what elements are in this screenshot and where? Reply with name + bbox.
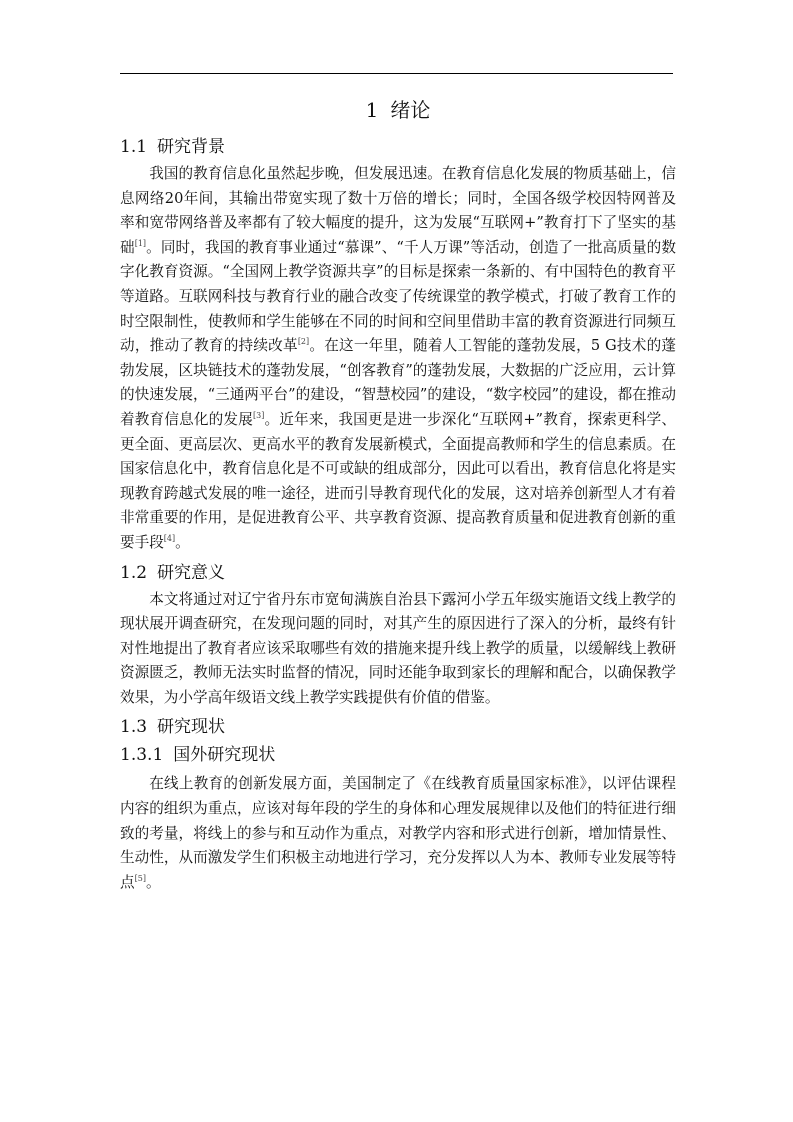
paragraph-significance: 本文将通过对辽宁省丹东市宽甸满族自治县下露河小学五年级实施语文线上教学的现状展开调查研究，在发现问题的同时，对其产生的原因进行了深入的分析，最终有针对性地提出了教育者应该采取哪些有效的措施来提升线上教学的质量，以缓解线上教研资源匮乏，教师无法实时监督的情况，同时还能争取到家长的理解和配合，以确保教学效果，为小学高年级语文线上教学实践提供有价值的借鉴。 bbox=[120, 590, 676, 706]
text-segment: 。同时，我国的教育事业通过“慕课”、“千人万课”等活动，创造了一批高质量的数字化教育资源。“全国网上教学资源共享”的目标是探索一条新的、有中国特色的教育平等道路。互联网科技与教育行业的融合改变了传统课堂的教学模式，打破了教育工作的时空限制性，使教师和学生能够在不同的时间和空间里借助丰富的教育资源进行同频互动，推动了教育的持续改革 bbox=[120, 238, 676, 355]
citation-ref: [3] bbox=[252, 410, 265, 420]
section-heading-significance bbox=[120, 560, 676, 586]
paragraph-background bbox=[120, 162, 676, 556]
section-title: 研究现状 bbox=[157, 717, 226, 738]
text-segment: 我国的教育信息化虽然起步晚，但发展迅速。在教育信息化发展的物质基础上，信息网络20年间，其输出带宽实现了数十万倍的增长；同时，全国各级学校因特网普及率和宽带网络普及率都有了较大幅度的提升，这为发展“互联网+”教育打下了坚实的基础 bbox=[120, 165, 676, 256]
header-rule bbox=[120, 73, 673, 74]
text-segment: 。 bbox=[145, 873, 161, 891]
citation-ref: [5] bbox=[134, 873, 146, 883]
citation-ref: [2] bbox=[297, 337, 310, 347]
citation-ref: [1] bbox=[134, 238, 147, 248]
text-segment: 在线上教育的创新发展方面，美国制定了《在线教育质量国家标准》，以评估课程内容的组织为重点，应该对每年段的学生的身体和心理发展规律以及他们的特征进行细致的考量，将线上的参与和互动作为重点，对教学内容和形式进行创新，增加情景性、生动性，从而激发学生们积极主动地进行学习，充分发挥以人为本、教师专业发展等特点 bbox=[120, 775, 676, 891]
text-segment: 。在这一年里，随着人工智能的蓬勃发展，5 G技术的蓬勃发展，区块链技术的蓬勃发展，“创客教育”的蓬勃发展，大数据的广泛应用，云计算的快速发展，“三通两平台”的建设，“智慧校园”的建设，“数字校园”的建设，都在推动着教育信息化的发展 bbox=[120, 337, 676, 428]
text-segment: 。近年来，我国更是进一步深化“互联网+”教育，探索更科学、更全面、更高层次、更高水平的教育发展新模式，全面提高教师和学生的信息素质。在国家信息化中，教育信息化是不可或缺的组成部分，因此可以看出，教育信息化将是实现教育跨越式发展的唯一途径，进而引导教育现代化的发展，这对培养创新型人才有着非常重要的作用，是促进教育公平、共享教育资源、提高教育质量和促进教育创新的重要手段 bbox=[120, 410, 676, 551]
section-heading-status bbox=[120, 714, 676, 740]
subsection-title: 国外研究现状 bbox=[173, 745, 276, 766]
section-number: 1.3 bbox=[120, 717, 148, 738]
section-title: 研究意义 bbox=[157, 562, 226, 583]
chapter-number: 1 bbox=[365, 98, 379, 122]
chapter-heading bbox=[120, 92, 676, 128]
document-body bbox=[120, 92, 676, 895]
paragraph-foreign-status bbox=[120, 772, 676, 895]
section-heading-background bbox=[120, 134, 676, 160]
section-number: 1.2 bbox=[120, 562, 148, 583]
text-segment: 。 bbox=[175, 533, 190, 551]
subsection-heading-foreign bbox=[120, 742, 676, 768]
section-number: 1.1 bbox=[120, 137, 148, 157]
chapter-title: 绪论 bbox=[390, 98, 431, 122]
section-title: 研究背景 bbox=[157, 137, 226, 157]
citation-ref: [4] bbox=[163, 533, 176, 543]
subsection-number: 1.3.1 bbox=[120, 745, 164, 766]
